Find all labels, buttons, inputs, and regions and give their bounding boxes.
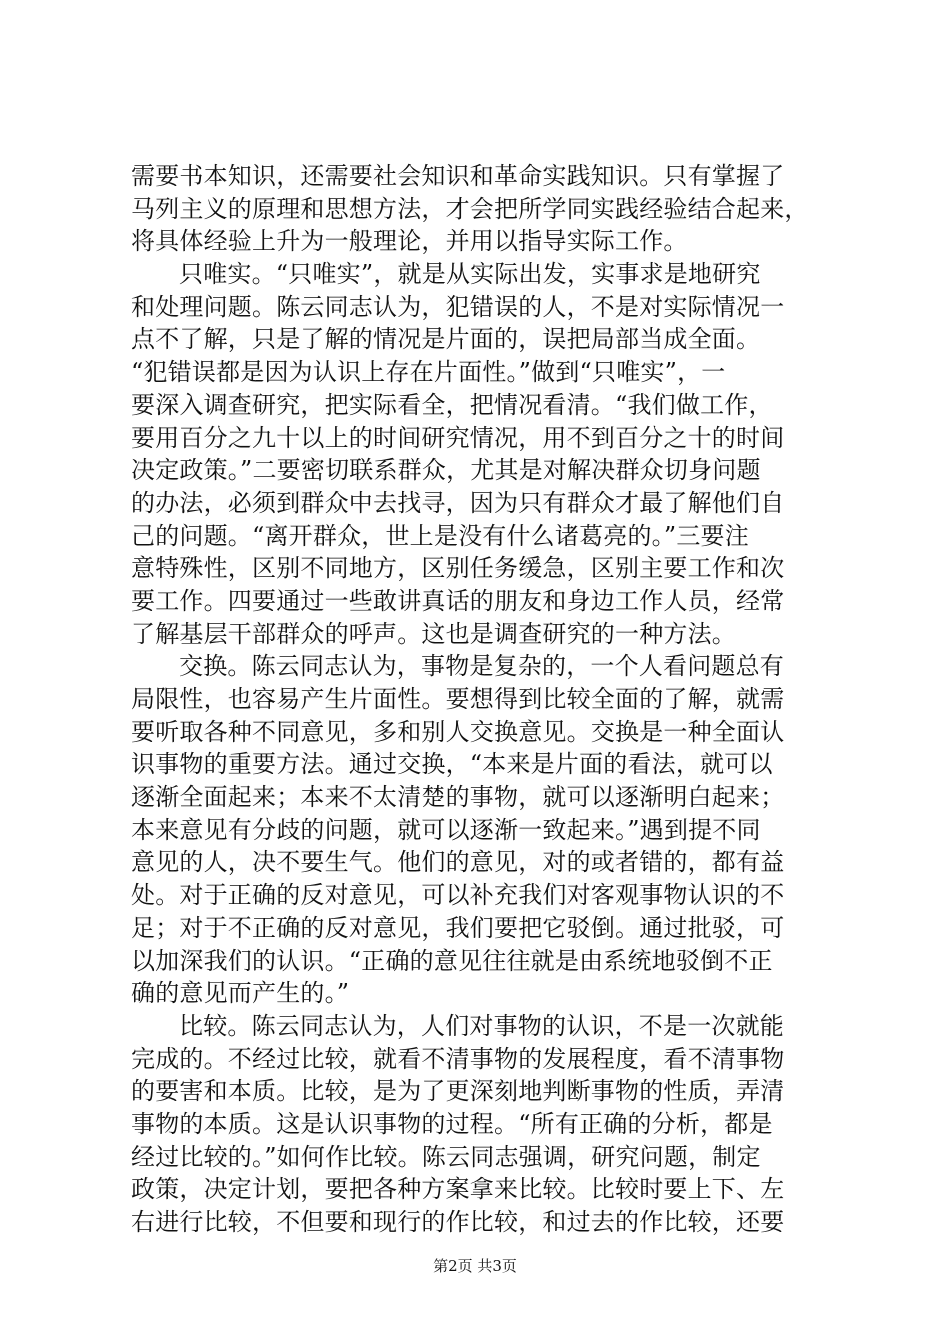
text-line: 经过比较的。”如何作比较。陈云同志强调，研究问题，制定 [131, 1142, 761, 1171]
text-line: 识事物的重要方法。通过交换，“本来是片面的看法，就可以 [131, 750, 773, 779]
text-line: 局限性，也容易产生片面性。要想得到比较全面的了解，就需 [131, 685, 785, 713]
text-line: 和处理问题。陈云同志认为，犯错误的人，不是对实际情况一 [131, 292, 785, 321]
text-line: 以加深我们的认识。“正确的意见往往就是由系统地驳倒不正 [131, 946, 773, 975]
text-line: 的要害和本质。比较，是为了更深刻地判断事物的性质，弄清 [131, 1077, 785, 1106]
text-line: 逐渐全面起来；本来不太清楚的事物，就可以逐渐明白起来； [131, 783, 785, 812]
page-footer: 第2页 共3页 [433, 1257, 517, 1275]
text-line: 意见的人，决不要生气。他们的意见，对的或者错的，都有益 [131, 848, 785, 877]
text-line: 马列主义的原理和思想方法，才会把所学同实践经验结合起来， [131, 194, 809, 223]
text-line: 决定政策。”二要密切联系群众，尤其是对解决群众切身问题 [131, 456, 761, 485]
text-line: 将具体经验上升为一般理论，并用以指导实际工作。 [131, 227, 688, 256]
text-line: 右进行比较，不但要和现行的作比较，和过去的作比较，还要 [131, 1208, 785, 1236]
text-line: 了解基层干部群众的呼声。这也是调查研究的一种方法。 [131, 619, 736, 648]
text-line: 本来意见有分歧的问题，就可以逐渐一致起来。”遇到提不同 [131, 815, 761, 844]
text-line: 政策，决定计划，要把各种方案拿来比较。比较时要上下、左 [131, 1175, 785, 1204]
text-line: 要深入调查研究，把实际看全，把情况看清。“我们做工作， [131, 390, 773, 419]
text-line: 交换。陈云同志认为，事物是复杂的，一个人看问题总有 [179, 652, 784, 681]
text-line: 点不了解，只是了解的情况是片面的，误把局部当成全面。 [131, 325, 761, 354]
text-line: 比较。陈云同志认为，人们对事物的认识，不是一次就能 [179, 1011, 784, 1040]
text-line: 确的意见而产生的。” [131, 979, 350, 1008]
text-line: 需要书本知识，还需要社会知识和革命实践知识。只有掌握了 [131, 162, 785, 190]
text-line: 要工作。四要通过一些敢讲真话的朋友和身边工作人员，经常 [131, 586, 785, 615]
text-line: 足；对于不正确的反对意见，我们要把它驳倒。通过批驳，可 [131, 913, 785, 942]
text-line: 的办法，必须到群众中去找寻，因为只有群众才最了解他们自 [131, 488, 785, 517]
text-line: 要用百分之九十以上的时间研究情况，用不到百分之十的时间 [131, 423, 785, 452]
text-line: 意特殊性，区别不同地方，区别任务缓急，区别主要工作和次 [131, 554, 785, 583]
document-body [131, 160, 831, 1239]
text-line: “犯错误都是因为认识上存在片面性。”做到“只唯实”，一 [131, 358, 726, 387]
text-line: 事物的本质。这是认识事物的过程。“所有正确的分析，都是 [131, 1109, 773, 1138]
text-line: 完成的。不经过比较，就看不清事物的发展程度，看不清事物 [131, 1044, 785, 1073]
text-line: 己的问题。“离开群众，世上是没有什么诸葛亮的。”三要注 [131, 521, 749, 550]
text-line: 要听取各种不同意见，多和别人交换意见。交换是一种全面认 [131, 717, 785, 746]
text-line: 只唯实。“只唯实”，就是从实际出发，实事求是地研究 [179, 260, 761, 289]
text-line: 处。对于正确的反对意见，可以补充我们对客观事物认识的不 [131, 881, 785, 910]
